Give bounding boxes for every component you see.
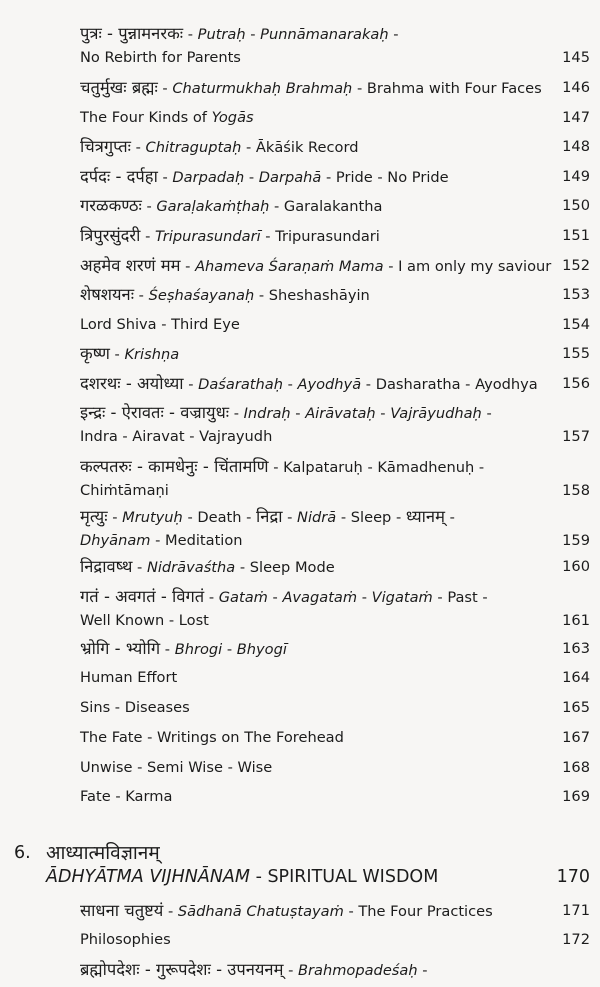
entry-text: -	[282, 376, 298, 393]
entry-text: - The Four Practices	[343, 903, 493, 920]
toc-entry-line	[80, 611, 209, 631]
page-number: 151	[562, 227, 590, 244]
transliteration-term: Krishṇa	[124, 346, 180, 363]
devanagari-term: शेषशयनः	[80, 285, 135, 304]
toc-entry-line	[80, 728, 344, 748]
page-number: 154	[562, 316, 590, 333]
toc-entry-line	[80, 137, 358, 158]
page-number: 168	[562, 759, 590, 776]
transliteration-term: Avagataṁ	[282, 589, 358, 606]
devanagari-term: कल्पतरुः - कामधेनुः - चिंतामणि	[80, 457, 269, 476]
toc-entry-line	[80, 226, 380, 247]
chapter-page-number: 170	[556, 867, 590, 887]
toc-entry-line	[80, 758, 272, 778]
devanagari-term: चतुर्मुखः ब्रह्मः	[80, 78, 158, 97]
toc-entry-line	[80, 639, 287, 660]
entry-text: - Tripurasundari	[260, 228, 380, 245]
devanagari-term: निद्रावष्थ	[80, 557, 133, 576]
chapter-title	[46, 866, 438, 888]
entry-text: - Sheshashāyin	[254, 287, 370, 304]
devanagari-term: ध्यानम्	[405, 507, 445, 526]
toc-entry-line	[80, 403, 492, 424]
toc-entry-line	[80, 457, 484, 478]
toc-entry-line	[80, 698, 190, 718]
entry-text: Lord Shiva - Third Eye	[80, 316, 240, 333]
entry-text: -	[163, 903, 178, 920]
toc-entry-line	[80, 315, 240, 335]
entry-text: -	[204, 589, 219, 606]
devanagari-term: साधना चतुष्टयं	[80, 901, 164, 920]
page-number: 149	[562, 168, 590, 185]
transliteration-term: Gataṁ	[218, 589, 268, 606]
entry-text: Chiṁtāmaṇi	[80, 482, 169, 499]
toc-entry-line	[80, 196, 382, 217]
toc-entry-line	[80, 557, 335, 578]
entry-text: Indra - Airavat - Vajrayudh	[80, 428, 273, 445]
transliteration-term: Ayodhyā	[297, 376, 362, 393]
transliteration-term: Mrutyuḥ	[122, 509, 183, 526]
entry-text: -	[229, 405, 244, 422]
toc-entry-line	[80, 78, 542, 99]
transliteration-term: Ahameva Śaraṇaṁ Mama	[195, 258, 384, 275]
page-number: 169	[562, 788, 590, 805]
page-number: 150	[562, 197, 590, 214]
transliteration-term: Punnāmanarakaḥ	[260, 26, 389, 43]
transliteration-term: Nidrāvaśtha	[146, 559, 236, 576]
entry-text: -	[183, 376, 199, 393]
entry-text: -	[388, 26, 399, 43]
entry-text: -	[180, 258, 196, 275]
entry-text: -	[267, 589, 283, 606]
page-number: 146	[562, 79, 590, 96]
page-number: 167	[562, 729, 590, 746]
entry-text: -	[130, 139, 146, 156]
toc-entry-line	[80, 427, 272, 447]
toc-entry-line	[80, 930, 171, 950]
entry-text: - Kalpataruḥ - Kāmadhenuḥ -	[268, 459, 485, 476]
devanagari-term: ब्रह्मोपदेशः - गुरूपदेशः - उपनयनम्	[80, 960, 284, 979]
entry-text: -	[183, 26, 198, 43]
entry-text: - Sleep Mode	[235, 559, 335, 576]
entry-text: -	[160, 641, 175, 658]
toc-entry-line	[80, 344, 179, 365]
page-number: 159	[562, 532, 590, 549]
page-number: 171	[562, 902, 590, 919]
page-number: 164	[562, 669, 590, 686]
page-number: 165	[562, 699, 590, 716]
page-number: 155	[562, 345, 590, 362]
toc-entry-line	[80, 285, 370, 306]
transliteration-term: Putraḥ	[197, 26, 246, 43]
entry-text: Well Known - Lost	[80, 612, 209, 629]
toc-entry-line	[80, 108, 254, 128]
page-number: 158	[562, 482, 590, 499]
toc-entry-line	[80, 374, 538, 395]
toc-entry-line	[80, 901, 493, 922]
entry-text: -	[282, 509, 298, 526]
devanagari-term: निद्रा	[256, 507, 283, 526]
entry-text: -	[157, 80, 173, 97]
transliteration-term: Śeṣhaśayanaḥ	[148, 287, 255, 304]
page-number: 163	[562, 640, 590, 657]
transliteration-term: Bhyogī	[236, 641, 287, 658]
page-number: 172	[562, 931, 590, 948]
transliteration-term: Chitraguptaḥ	[145, 139, 242, 156]
entry-text: The Four Kinds of	[80, 109, 212, 126]
toc-entry-line	[80, 48, 241, 68]
entry-text: - I am only my saviour	[383, 258, 552, 275]
entry-text: -	[375, 405, 391, 422]
entry-text: The Fate - Writings on The Forehead	[80, 729, 344, 746]
entry-text: -	[141, 198, 157, 215]
entry-text: -	[283, 962, 298, 979]
devanagari-term: दशरथः - अयोध्या	[80, 374, 184, 393]
page-number: 157	[562, 428, 590, 445]
entry-text: - Ākāśik Record	[241, 139, 359, 156]
entry-text: - Pride - No Pride	[321, 169, 449, 186]
devanagari-term: पुत्रः - पुन्नामनरकः	[80, 24, 184, 43]
devanagari-term: चित्रगुप्तः	[80, 137, 131, 156]
entry-text: -	[290, 405, 306, 422]
page-number: 152	[562, 257, 590, 274]
page-number: 160	[562, 558, 590, 575]
entry-text: No Rebirth for Parents	[80, 49, 241, 66]
entry-text: Sins - Diseases	[80, 699, 190, 716]
devanagari-term: गरळकण्ठः	[80, 196, 142, 215]
toc-entry-line	[80, 256, 551, 277]
transliteration-term: Dhyānam	[80, 532, 151, 549]
entry-text: -	[245, 26, 261, 43]
entry-text: -	[132, 559, 147, 576]
entry-text: -	[157, 169, 173, 186]
entry-text: -	[107, 509, 123, 526]
toc-entry-line	[80, 668, 177, 688]
devanagari-term: इन्द्रः - ऐरावतः - वज्रायुधः	[80, 403, 230, 422]
toc-entry-line	[80, 787, 172, 807]
transliteration-term: Sādhanā Chatuṣtayaṁ	[177, 903, 344, 920]
transliteration-term: Daśarathaḥ	[198, 376, 283, 393]
entry-text: Human Effort	[80, 669, 178, 686]
entry-text: - Brahma with Four Faces	[352, 80, 542, 97]
devanagari-term: कृष्ण	[80, 344, 110, 363]
transliteration-term: Darpadaḥ	[172, 169, 245, 186]
transliteration-term: Darpahā	[258, 169, 322, 186]
page-number: 153	[562, 286, 590, 303]
transliteration-term: Bhrogi	[174, 641, 223, 658]
chapter-devanagari-title: आध्यात्मविज्ञानम्	[46, 842, 160, 864]
entry-text: -	[444, 509, 455, 526]
devanagari-term: दर्पदः - दर्पहा	[80, 167, 158, 186]
entry-text: - Past -	[432, 589, 488, 606]
chapter-title-italic: ĀDHYĀTMA VIJHNĀNAM	[46, 867, 250, 887]
entry-text: - Garalakantha	[269, 198, 383, 215]
entry-text: -	[222, 641, 237, 658]
page-number: 145	[562, 49, 590, 66]
toc-entry-line	[80, 587, 488, 608]
transliteration-term: Brahmopadeśaḥ	[298, 962, 418, 979]
transliteration-term: Nidrā	[297, 509, 337, 526]
chapter-number: 6.	[14, 843, 31, 863]
devanagari-term: मृत्युः	[80, 507, 108, 526]
toc-entry-line	[80, 24, 399, 45]
entry-text: -	[417, 962, 428, 979]
entry-text: -	[357, 589, 372, 606]
page-number: 161	[562, 612, 590, 629]
entry-text: -	[109, 346, 125, 363]
transliteration-term: Yogās	[211, 109, 254, 126]
entry-text: -	[140, 228, 155, 245]
entry-text: - Dasharatha - Ayodhya	[361, 376, 538, 393]
toc-entry-line	[80, 507, 455, 528]
entry-text: - Sleep -	[336, 509, 406, 526]
devanagari-term: गतं - अवगतं - विगतं	[80, 587, 205, 606]
page-number: 156	[562, 375, 590, 392]
transliteration-term: Airāvataḥ	[305, 405, 376, 422]
toc-entry-line	[80, 167, 449, 188]
entry-text: -	[481, 405, 492, 422]
entry-text: Philosophies	[80, 931, 171, 948]
transliteration-term: Indraḥ	[243, 405, 291, 422]
transliteration-term: Tripurasundarī	[155, 228, 261, 245]
entry-text: -	[244, 169, 259, 186]
devanagari-term: भ्रोगि - भ्योगि	[80, 639, 161, 658]
entry-text: -	[134, 287, 149, 304]
devanagari-term: त्रिपुरसुंदरी	[80, 226, 141, 245]
page-number: 148	[562, 138, 590, 155]
transliteration-term: Vigataṁ	[371, 589, 433, 606]
transliteration-term: Vajrāyudhaḥ	[390, 405, 482, 422]
toc-entry-line	[80, 481, 169, 501]
devanagari-term: अहमेव शरणं मम	[80, 256, 181, 275]
entry-text: Unwise - Semi Wise - Wise	[80, 759, 273, 776]
transliteration-term: Garaḷakaṁṭhaḥ	[156, 198, 270, 215]
entry-text: - Death -	[182, 509, 257, 526]
toc-entry-line	[80, 960, 428, 981]
transliteration-term: Chaturmukhaḥ Brahmaḥ	[172, 80, 353, 97]
entry-text: Fate - Karma	[80, 788, 173, 805]
page-number: 147	[562, 109, 590, 126]
toc-entry-line	[80, 531, 243, 551]
chapter-title-rest: - SPIRITUAL WISDOM	[250, 867, 439, 887]
entry-text: - Meditation	[150, 532, 243, 549]
